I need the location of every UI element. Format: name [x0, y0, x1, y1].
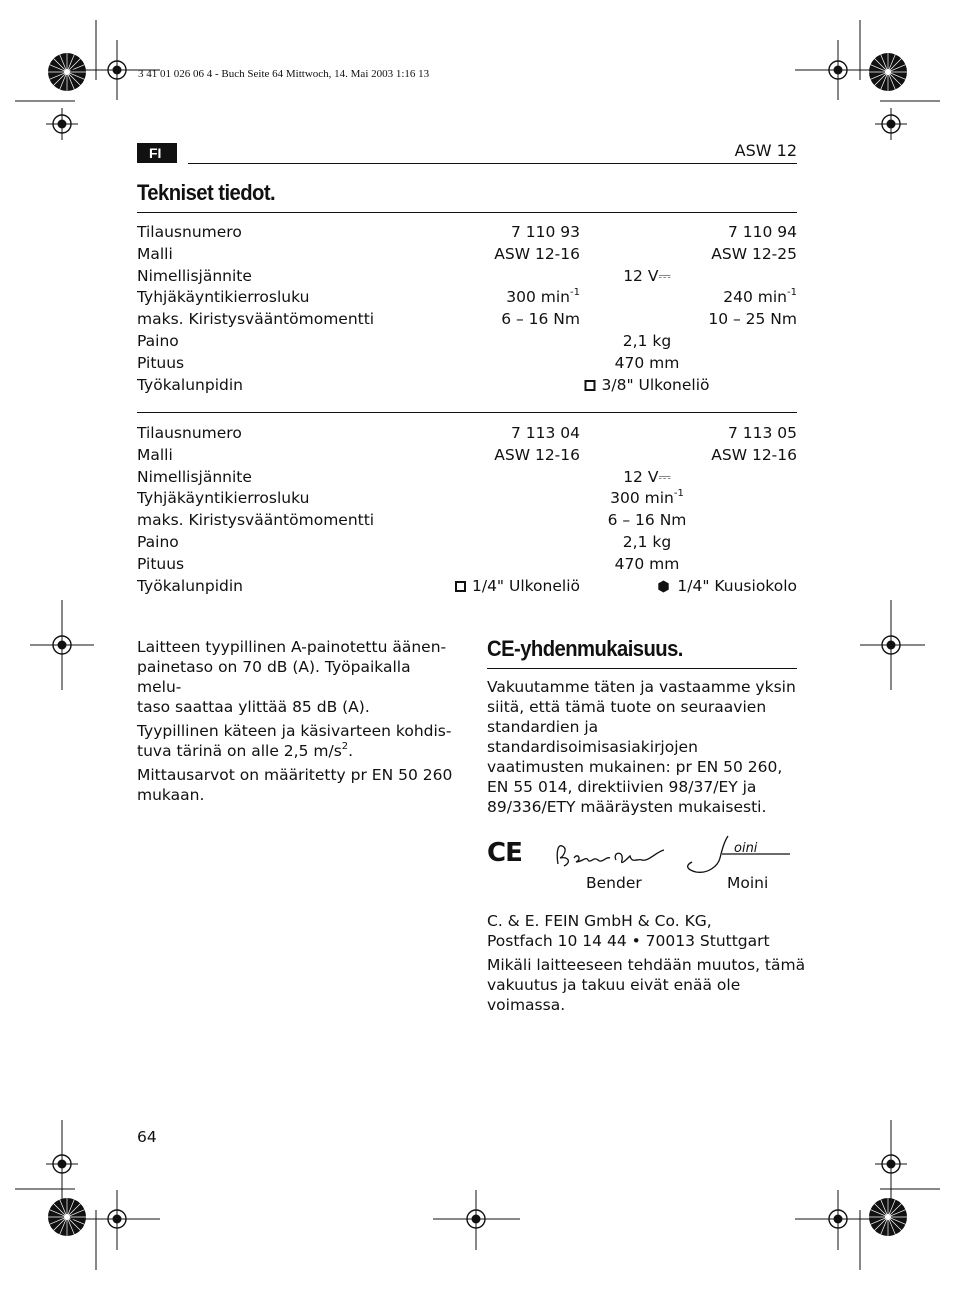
table-row: [137, 244, 797, 266]
spec-table-1: [137, 222, 797, 396]
row-label: Nimellisjännite: [137, 467, 252, 486]
warranty-disclaimer: Mikäli laitteeseen tehdään muutos, tämä vakuutus ja takuu eivät enää ole voimassa.: [487, 956, 806, 1014]
value-b: ASW 12-25: [711, 244, 797, 263]
row-label: Malli: [137, 244, 173, 263]
table-divider: [137, 412, 797, 413]
row-label: Paino: [137, 532, 179, 551]
square-drive-icon: [584, 380, 595, 391]
table-row: [137, 375, 797, 397]
spec-table-2: [137, 423, 797, 597]
table-row: [137, 532, 797, 554]
value-a: ASW 12-16: [494, 244, 580, 263]
measurement-paragraph: Mittausarvot on määritetty pr EN 50 260 mukaan.: [137, 766, 453, 804]
row-label: Tyhjäkäyntikierrosluku: [137, 489, 310, 508]
table-row: [137, 445, 797, 467]
table-row: [137, 554, 797, 576]
noise-paragraph: Laitteen tyypillinen A-painotettu äänen- painetaso on 70 dB (A). Työpaikalla melu- taso saattaa ylittää 85 dB (A).: [137, 638, 447, 716]
vibration-paragraph: Tyypillinen käteen ja käsivarteen kohdis- tuva tärinä on alle 2,5 $m/s^2$.: [137, 722, 452, 760]
row-label: Malli: [137, 445, 173, 464]
value-b: 7 110 94: [727, 223, 797, 241]
row-label: Tilausnumero: [137, 223, 242, 241]
model-code: ASW 12: [734, 141, 797, 160]
signer-name-moini: Moini: [727, 874, 769, 892]
value-shared: 12 V⎓: [623, 266, 671, 285]
signature-moini: [680, 832, 794, 876]
print-slug: 3 41 01 026 06 4 - Buch Seite 64 Mittwoch, 14. Mai 2003 1:16 13: [138, 68, 430, 80]
value-a: ASW 12-16: [494, 445, 580, 464]
page-number: 64: [137, 1128, 157, 1146]
table-row: [137, 287, 797, 309]
table-row: [137, 309, 797, 331]
value-a: 1/4" Ulkoneliö: [455, 576, 580, 598]
value-shared: 12 V⎓: [623, 467, 671, 486]
tech-heading-rule: [137, 212, 797, 213]
signer-name-bender: Bender: [586, 874, 642, 892]
tech-heading: Tekniset tiedot.: [137, 180, 276, 205]
value-shared: 2,1 kg: [622, 331, 672, 350]
ce-heading: CE-yhdenmukaisuus.: [487, 636, 683, 661]
value-a: 300 $\min^{-1}$: [506, 287, 580, 307]
row-label: Paino: [137, 331, 179, 350]
language-badge: FI: [137, 143, 177, 163]
value-shared: 470 mm: [614, 554, 680, 573]
table-row: [137, 467, 797, 489]
value-b: 10 – 25 Nm: [708, 310, 797, 329]
value-shared: 2,1 kg: [622, 532, 672, 551]
row-label: Pituus: [137, 554, 185, 573]
value-a: 6 – 16 Nm: [501, 310, 580, 329]
value-a: 7 113 04: [510, 424, 580, 442]
noise-vibration-text: [137, 637, 457, 809]
table-row: [137, 576, 797, 598]
row-label: Nimellisjännite: [137, 266, 252, 285]
value-b: 1/4" Kuusiokolo: [657, 576, 797, 598]
row-label: maks. Kiristysvääntömomentti: [137, 310, 375, 329]
table-row: [137, 266, 797, 288]
row-label: Tyhjäkäyntikierrosluku: [137, 288, 310, 307]
table-row: [137, 423, 797, 445]
value-b: 7 113 05: [727, 424, 797, 442]
company-address: C. & E. FEIN GmbH & Co. KG, Postfach 10 14 44 • 70013 Stuttgart: [487, 912, 770, 950]
value-shared: 300 $\min^{-1}$: [610, 488, 684, 508]
square-drive-icon: [455, 581, 466, 592]
table-row: [137, 331, 797, 353]
header-rule: [188, 163, 797, 164]
ce-mark: CE: [487, 838, 522, 868]
hex-socket-icon: [657, 580, 670, 593]
table-row: [137, 510, 797, 532]
row-label: maks. Kiristysvääntömomentti: [137, 511, 375, 530]
signature-bender: [552, 838, 670, 874]
table-row: [137, 353, 797, 375]
value-b: 240 $\min^{-1}$: [723, 287, 797, 307]
ce-heading-rule: [487, 668, 797, 669]
row-label: Tilausnumero: [137, 424, 242, 442]
value-shared: 470 mm: [614, 353, 680, 372]
row-label: Työkalunpidin: [137, 576, 243, 595]
table-row: [137, 488, 797, 510]
value-b: ASW 12-16: [711, 445, 797, 464]
value-shared: 3/8" Ulkoneliö: [584, 375, 709, 397]
ce-declaration: Vakuutamme täten ja vastaamme yksin siitä, että tämä tuote on seuraavien standardien ja standardisoimisasiakirjojen vaatimusten mukainen: pr EN 50 260, EN 55 014, direktiivien 98/37/EY ja 89/336/ETY määräysten mukaisesti.: [487, 678, 796, 816]
svg-text:oini: oini: [734, 841, 758, 856]
value-a: 7 110 93: [510, 223, 580, 241]
row-label: Työkalunpidin: [137, 375, 243, 394]
row-label: Pituus: [137, 353, 185, 372]
table-row: [137, 222, 797, 244]
value-shared: 6 – 16 Nm: [607, 511, 687, 530]
